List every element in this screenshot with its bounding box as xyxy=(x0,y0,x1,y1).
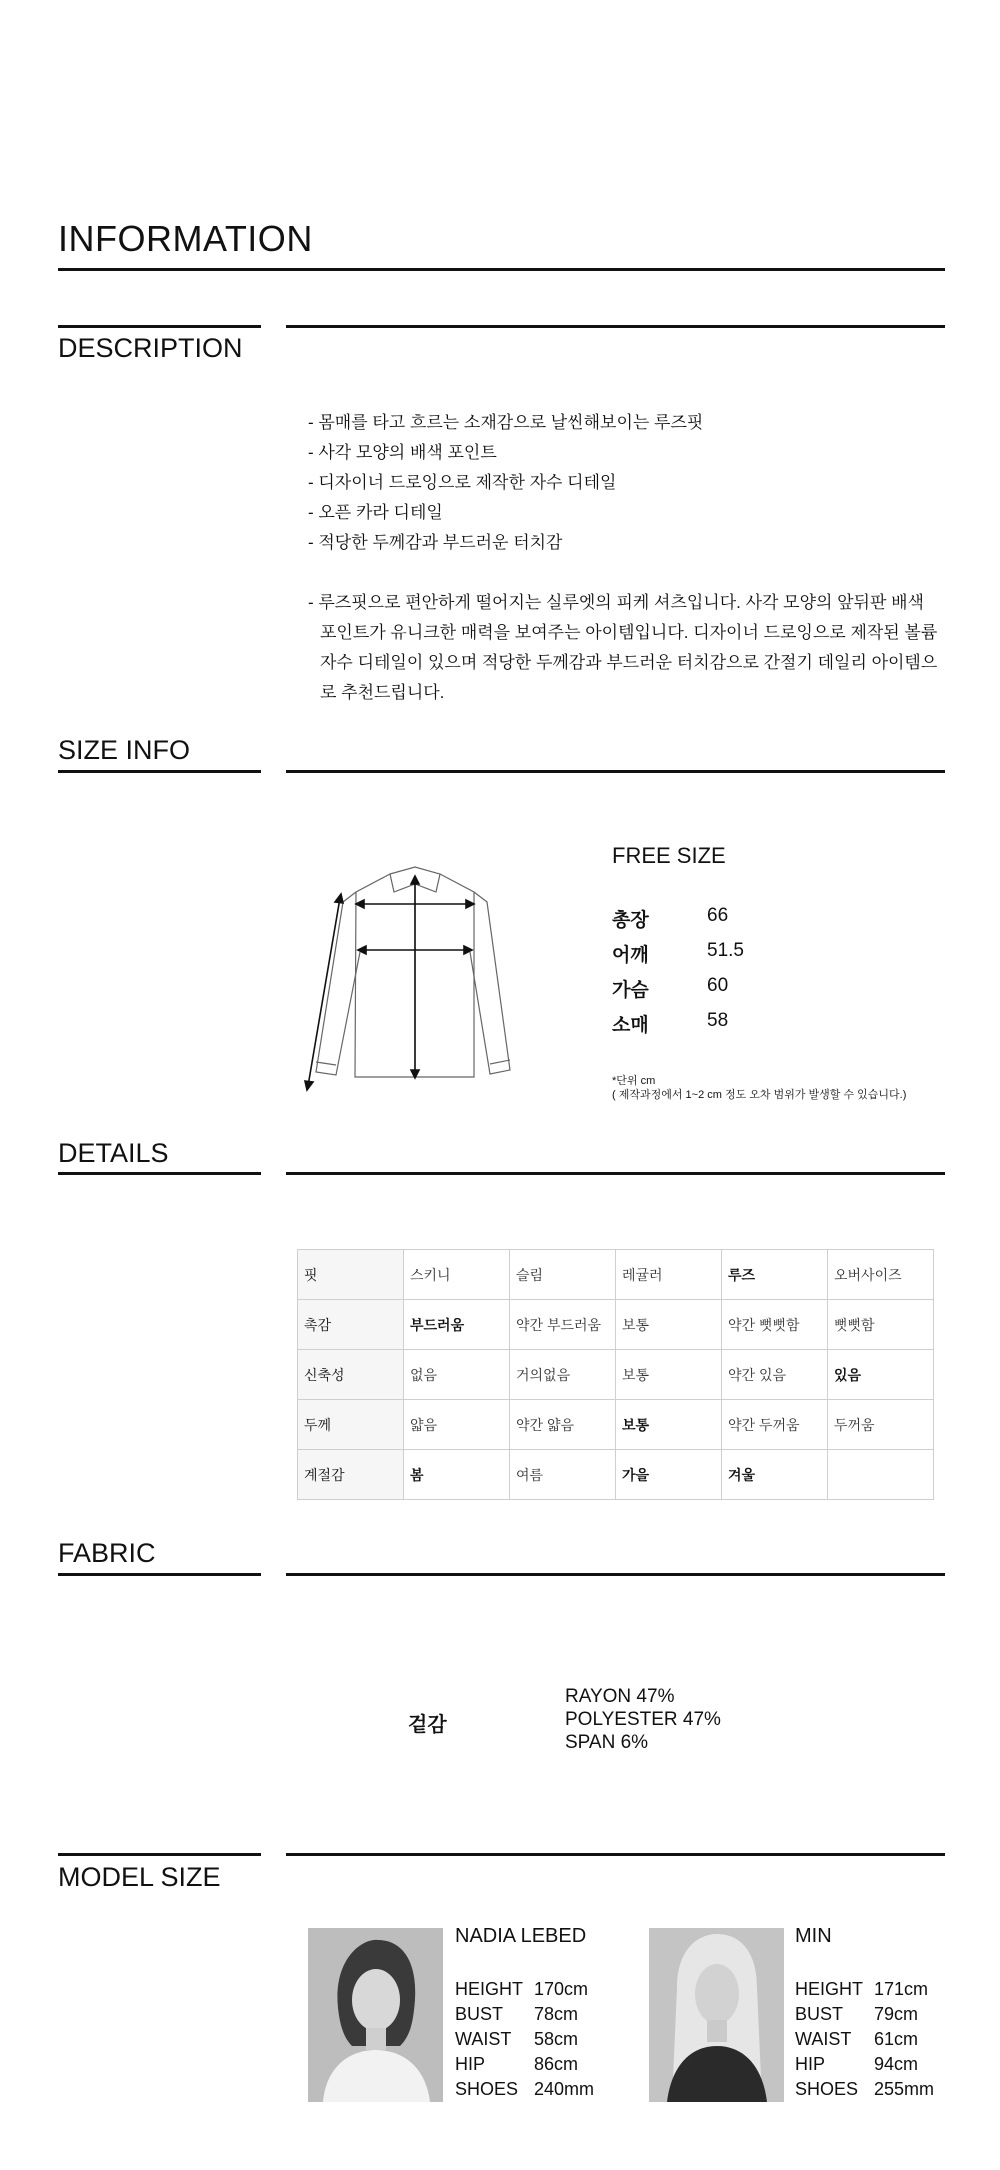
measurement-list xyxy=(612,905,744,1045)
details-cell: 부드러움 xyxy=(404,1300,510,1350)
details-cell: 약간 두꺼움 xyxy=(722,1400,828,1450)
fabric-label: 겉감 xyxy=(408,1714,447,1736)
model-stat-value: 86cm xyxy=(534,2054,579,2074)
section-line-left xyxy=(58,325,261,328)
details-cell: 보통 xyxy=(616,1400,722,1450)
model-stat-row xyxy=(795,2052,934,2077)
details-cell: 겨울 xyxy=(722,1450,828,1500)
model-photo xyxy=(308,1928,443,2102)
details-cell: 여름 xyxy=(510,1450,616,1500)
description-bullet: - 디자이너 드로잉으로 제작한 자수 디테일 xyxy=(308,473,617,492)
section-heading-fabric: FABRIC xyxy=(58,1538,156,1568)
model-stat-row xyxy=(795,2002,934,2027)
model-portrait-image xyxy=(308,1928,443,2102)
details-cell: 약간 얇음 xyxy=(510,1400,616,1450)
model-stat-value: 78cm xyxy=(534,2004,579,2024)
details-cell: 가을 xyxy=(616,1450,722,1500)
section-line-right xyxy=(286,1573,945,1576)
details-cell: 슬림 xyxy=(510,1250,616,1300)
details-row xyxy=(298,1350,934,1400)
model-stat-label: HIP xyxy=(795,2054,826,2074)
model-stats xyxy=(795,1977,934,2102)
details-cell: 봄 xyxy=(404,1450,510,1500)
model-name: MIN xyxy=(795,1925,832,1947)
model-stat-row xyxy=(455,2027,594,2052)
section-heading-model-size: MODEL SIZE xyxy=(58,1862,221,1892)
measurement-label: 소매 xyxy=(612,1015,649,1036)
model-stat-value: 58cm xyxy=(534,2029,579,2049)
measurement-value: 60 xyxy=(707,975,729,996)
description-paragraph xyxy=(308,588,938,708)
details-cell: 스키니 xyxy=(404,1250,510,1300)
measurement-value: 66 xyxy=(707,905,729,926)
details-cell: 거의없음 xyxy=(510,1350,616,1400)
section-line-left xyxy=(58,1573,261,1576)
model-stat-row xyxy=(455,1977,594,2002)
model-stat-value: 170cm xyxy=(534,1979,589,1999)
model-stat-value: 240mm xyxy=(534,2079,595,2099)
details-cell: 없음 xyxy=(404,1350,510,1400)
model-stat-label: BUST xyxy=(795,2004,844,2024)
description-bullet: - 적당한 두께감과 부드러운 터치감 xyxy=(308,533,563,552)
details-cell: 레귤러 xyxy=(616,1250,722,1300)
section-line-right xyxy=(286,1853,945,1856)
description-bullet: - 사각 모양의 배색 포인트 xyxy=(308,443,497,462)
model-photo xyxy=(649,1928,784,2102)
model-stats xyxy=(455,1977,594,2102)
model-stat-label: HEIGHT xyxy=(455,1979,524,1999)
details-row-header: 신축성 xyxy=(298,1350,404,1400)
measurement-label: 총장 xyxy=(612,910,649,931)
page-title: INFORMATION xyxy=(58,218,313,259)
model-name: NADIA LEBED xyxy=(455,1925,587,1947)
measurement-row xyxy=(612,975,744,1010)
section-line-left xyxy=(58,1172,261,1175)
model-stat-label: SHOES xyxy=(795,2079,859,2099)
section-line-right xyxy=(286,325,945,328)
size-notes xyxy=(612,1074,906,1102)
model-portrait-image xyxy=(649,1928,784,2102)
section-line-left xyxy=(58,770,261,773)
shirt-measurement-diagram xyxy=(298,862,528,1092)
title-divider xyxy=(58,268,945,271)
model-stat-value: 94cm xyxy=(874,2054,919,2074)
details-row-header: 핏 xyxy=(298,1250,404,1300)
unit-note: *단위 cm xyxy=(612,1075,656,1087)
model-stat-label: HEIGHT xyxy=(795,1979,864,1999)
description-bullet: - 오픈 카라 디테일 xyxy=(308,503,443,522)
details-cell xyxy=(828,1450,934,1500)
description-bullets xyxy=(308,408,703,558)
details-cell: 루즈 xyxy=(722,1250,828,1300)
model-stat-row xyxy=(455,2052,594,2077)
details-cell: 오버사이즈 xyxy=(828,1250,934,1300)
model-stat-row xyxy=(795,2027,934,2052)
model-stat-label: SHOES xyxy=(455,2079,519,2099)
model-stat-label: HIP xyxy=(455,2054,486,2074)
details-row xyxy=(298,1250,934,1300)
section-heading-size-info: SIZE INFO xyxy=(58,735,191,765)
measurement-label: 어깨 xyxy=(612,945,649,966)
details-cell: 보통 xyxy=(616,1300,722,1350)
details-row xyxy=(298,1450,934,1500)
details-cell: 두꺼움 xyxy=(828,1400,934,1450)
section-line-right xyxy=(286,1172,945,1175)
details-cell: 약간 있음 xyxy=(722,1350,828,1400)
details-cell: 약간 뻣뻣함 xyxy=(722,1300,828,1350)
fabric-item: POLYESTER 47% xyxy=(565,1709,721,1730)
details-cell: 얇음 xyxy=(404,1400,510,1450)
fabric-composition xyxy=(565,1685,721,1754)
section-line-left xyxy=(58,1853,261,1856)
model-stat-value: 255mm xyxy=(874,2079,935,2099)
details-cell: 보통 xyxy=(616,1350,722,1400)
model-stat-value: 61cm xyxy=(874,2029,919,2049)
model-stat-row xyxy=(455,2002,594,2027)
measurement-value: 58 xyxy=(707,1010,729,1031)
section-heading-description: DESCRIPTION xyxy=(58,333,243,363)
description-bullet: - 몸매를 타고 흐르는 소재감으로 날씬해보이는 루즈핏 xyxy=(308,413,704,432)
model-stat-value: 79cm xyxy=(874,2004,919,2024)
size-label: FREE SIZE xyxy=(612,843,726,868)
measurement-row xyxy=(612,1010,744,1045)
details-row xyxy=(298,1400,934,1450)
details-table xyxy=(297,1249,934,1500)
measurement-row xyxy=(612,940,744,975)
model-stat-value: 171cm xyxy=(874,1979,929,1999)
details-row-header: 두께 xyxy=(298,1400,404,1450)
model-stat-label: BUST xyxy=(455,2004,504,2024)
measurement-label: 가슴 xyxy=(612,980,649,1001)
model-stat-label: WAIST xyxy=(455,2029,512,2049)
fabric-item: SPAN 6% xyxy=(565,1732,649,1753)
model-stat-row xyxy=(455,2077,594,2102)
details-cell: 뻣뻣함 xyxy=(828,1300,934,1350)
details-row-header: 계절감 xyxy=(298,1450,404,1500)
section-line-right xyxy=(286,770,945,773)
details-cell: 있음 xyxy=(828,1350,934,1400)
model-stat-row xyxy=(795,1977,934,2002)
model-stat-label: WAIST xyxy=(795,2029,852,2049)
model-stat-row xyxy=(795,2077,934,2102)
details-row-header: 촉감 xyxy=(298,1300,404,1350)
measurement-row xyxy=(612,905,744,940)
section-heading-details: DETAILS xyxy=(58,1138,169,1168)
measurement-value: 51.5 xyxy=(707,940,744,961)
description-paragraph-text: - 루즈핏으로 편안하게 떨어지는 실루엣의 피케 셔츠입니다. 사각 모양의 앞뒤판 배색 포인트가 유니크한 매력을 보여주는 아이템입니다. 디자이너 드로잉으로 제작된 볼륨 자수 디테일이 있으며 적당한 두께감과 부드러운 터치감으로 간절기 데일리 아이템으로 추천드립니다. xyxy=(308,593,938,702)
tolerance-note: ( 제작과정에서 1~2 cm 정도 오차 범위가 발생할 수 있습니다.) xyxy=(612,1089,907,1101)
details-row xyxy=(298,1300,934,1350)
details-cell: 약간 부드러움 xyxy=(510,1300,616,1350)
fabric-item: RAYON 47% xyxy=(565,1686,675,1707)
